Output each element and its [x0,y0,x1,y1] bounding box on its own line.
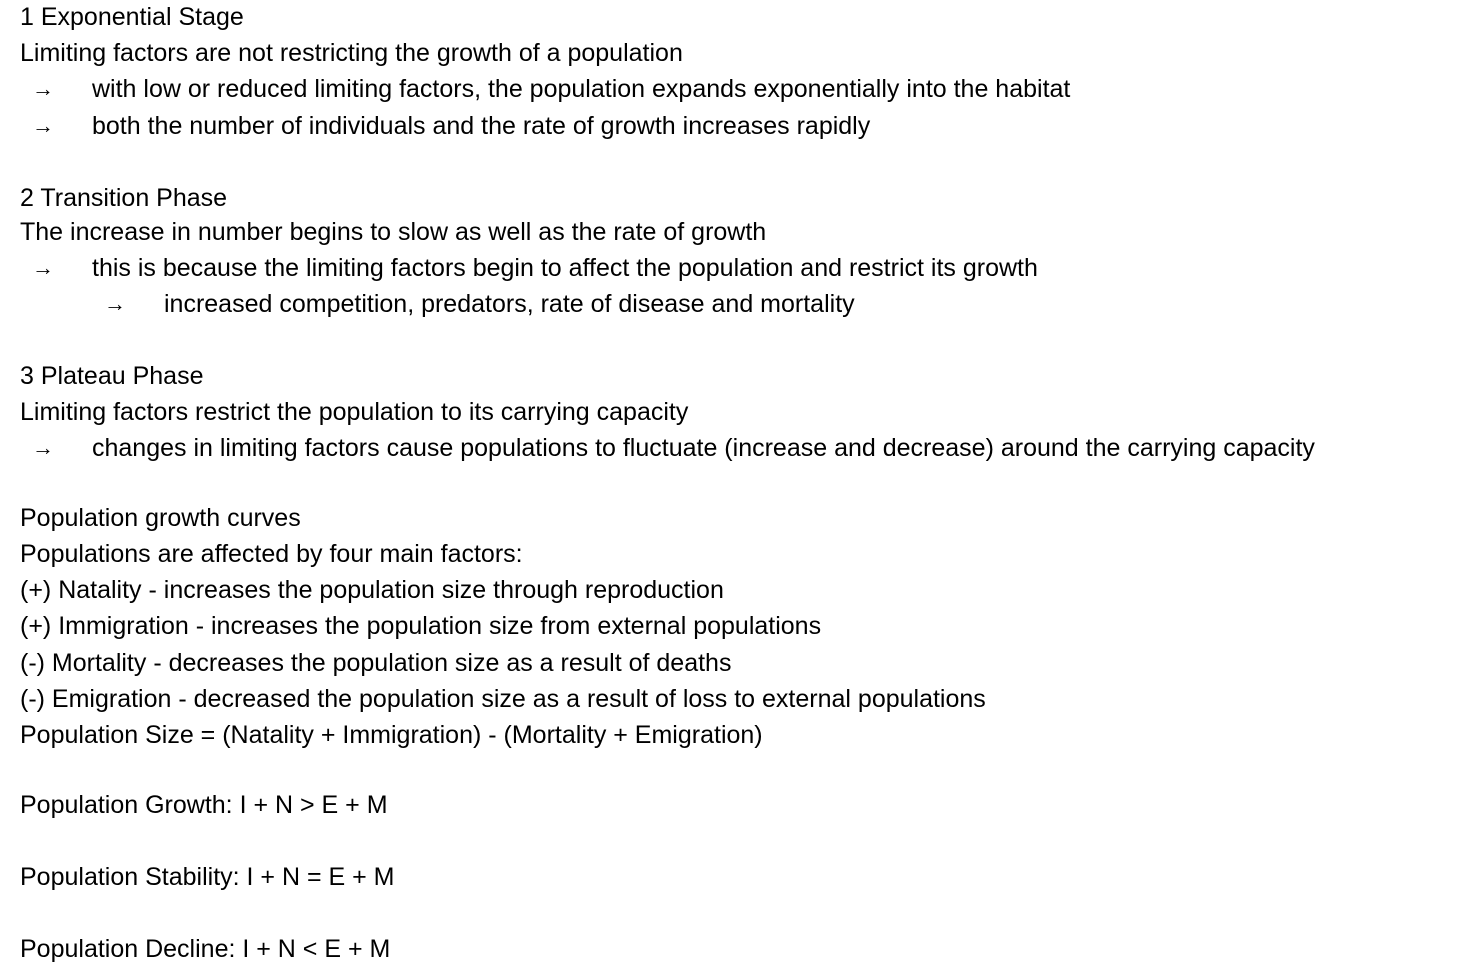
factor-item: (-) Emigration - decreased the population size as a result of loss to external populations [20,685,986,713]
arrow-right-icon: → [104,291,126,316]
factor-item: (+) Natality - increases the population size through reproduction [20,576,724,604]
bullet-text: with low or reduced limiting factors, the population expands exponentially into the habitat [92,75,1071,103]
equation-stability: Population Stability: I + N = E + M [20,863,395,891]
formula: Population Size = (Natality + Immigration) - (Mortality + Emigration) [20,721,763,749]
arrow-right-icon: → [32,76,54,101]
sub-bullet-text: increased competition, predators, rate of disease and mortality [164,290,855,318]
factor-item: (-) Mortality - decreases the population size as a result of deaths [20,649,732,677]
section-heading-curves: Population growth curves [20,504,301,532]
section-intro-plateau: Limiting factors restrict the population to its carrying capacity [20,398,689,426]
arrow-right-icon: → [32,255,54,280]
equation-growth: Population Growth: I + N > E + M [20,791,388,819]
arrow-right-icon: → [32,435,54,460]
section-intro-transition: The increase in number begins to slow as well as the rate of growth [20,218,767,246]
section-heading-plateau: 3 Plateau Phase [20,362,204,390]
bullet-text: changes in limiting factors cause populations to fluctuate (increase and decrease) around the carrying capacity [92,434,1315,462]
section-heading-exponential: 1 Exponential Stage [20,3,244,31]
section-intro-curves: Populations are affected by four main factors: [20,540,523,568]
section-heading-transition: 2 Transition Phase [20,184,228,212]
factor-item: (+) Immigration - increases the population size from external populations [20,612,822,640]
equation-decline: Population Decline: I + N < E + M [20,935,391,963]
section-intro-exponential: Limiting factors are not restricting the growth of a population [20,39,683,67]
bullet-text: this is because the limiting factors begin to affect the population and restrict its growth [92,254,1038,282]
bullet-text: both the number of individuals and the rate of growth increases rapidly [92,112,871,140]
arrow-right-icon: → [32,113,54,138]
